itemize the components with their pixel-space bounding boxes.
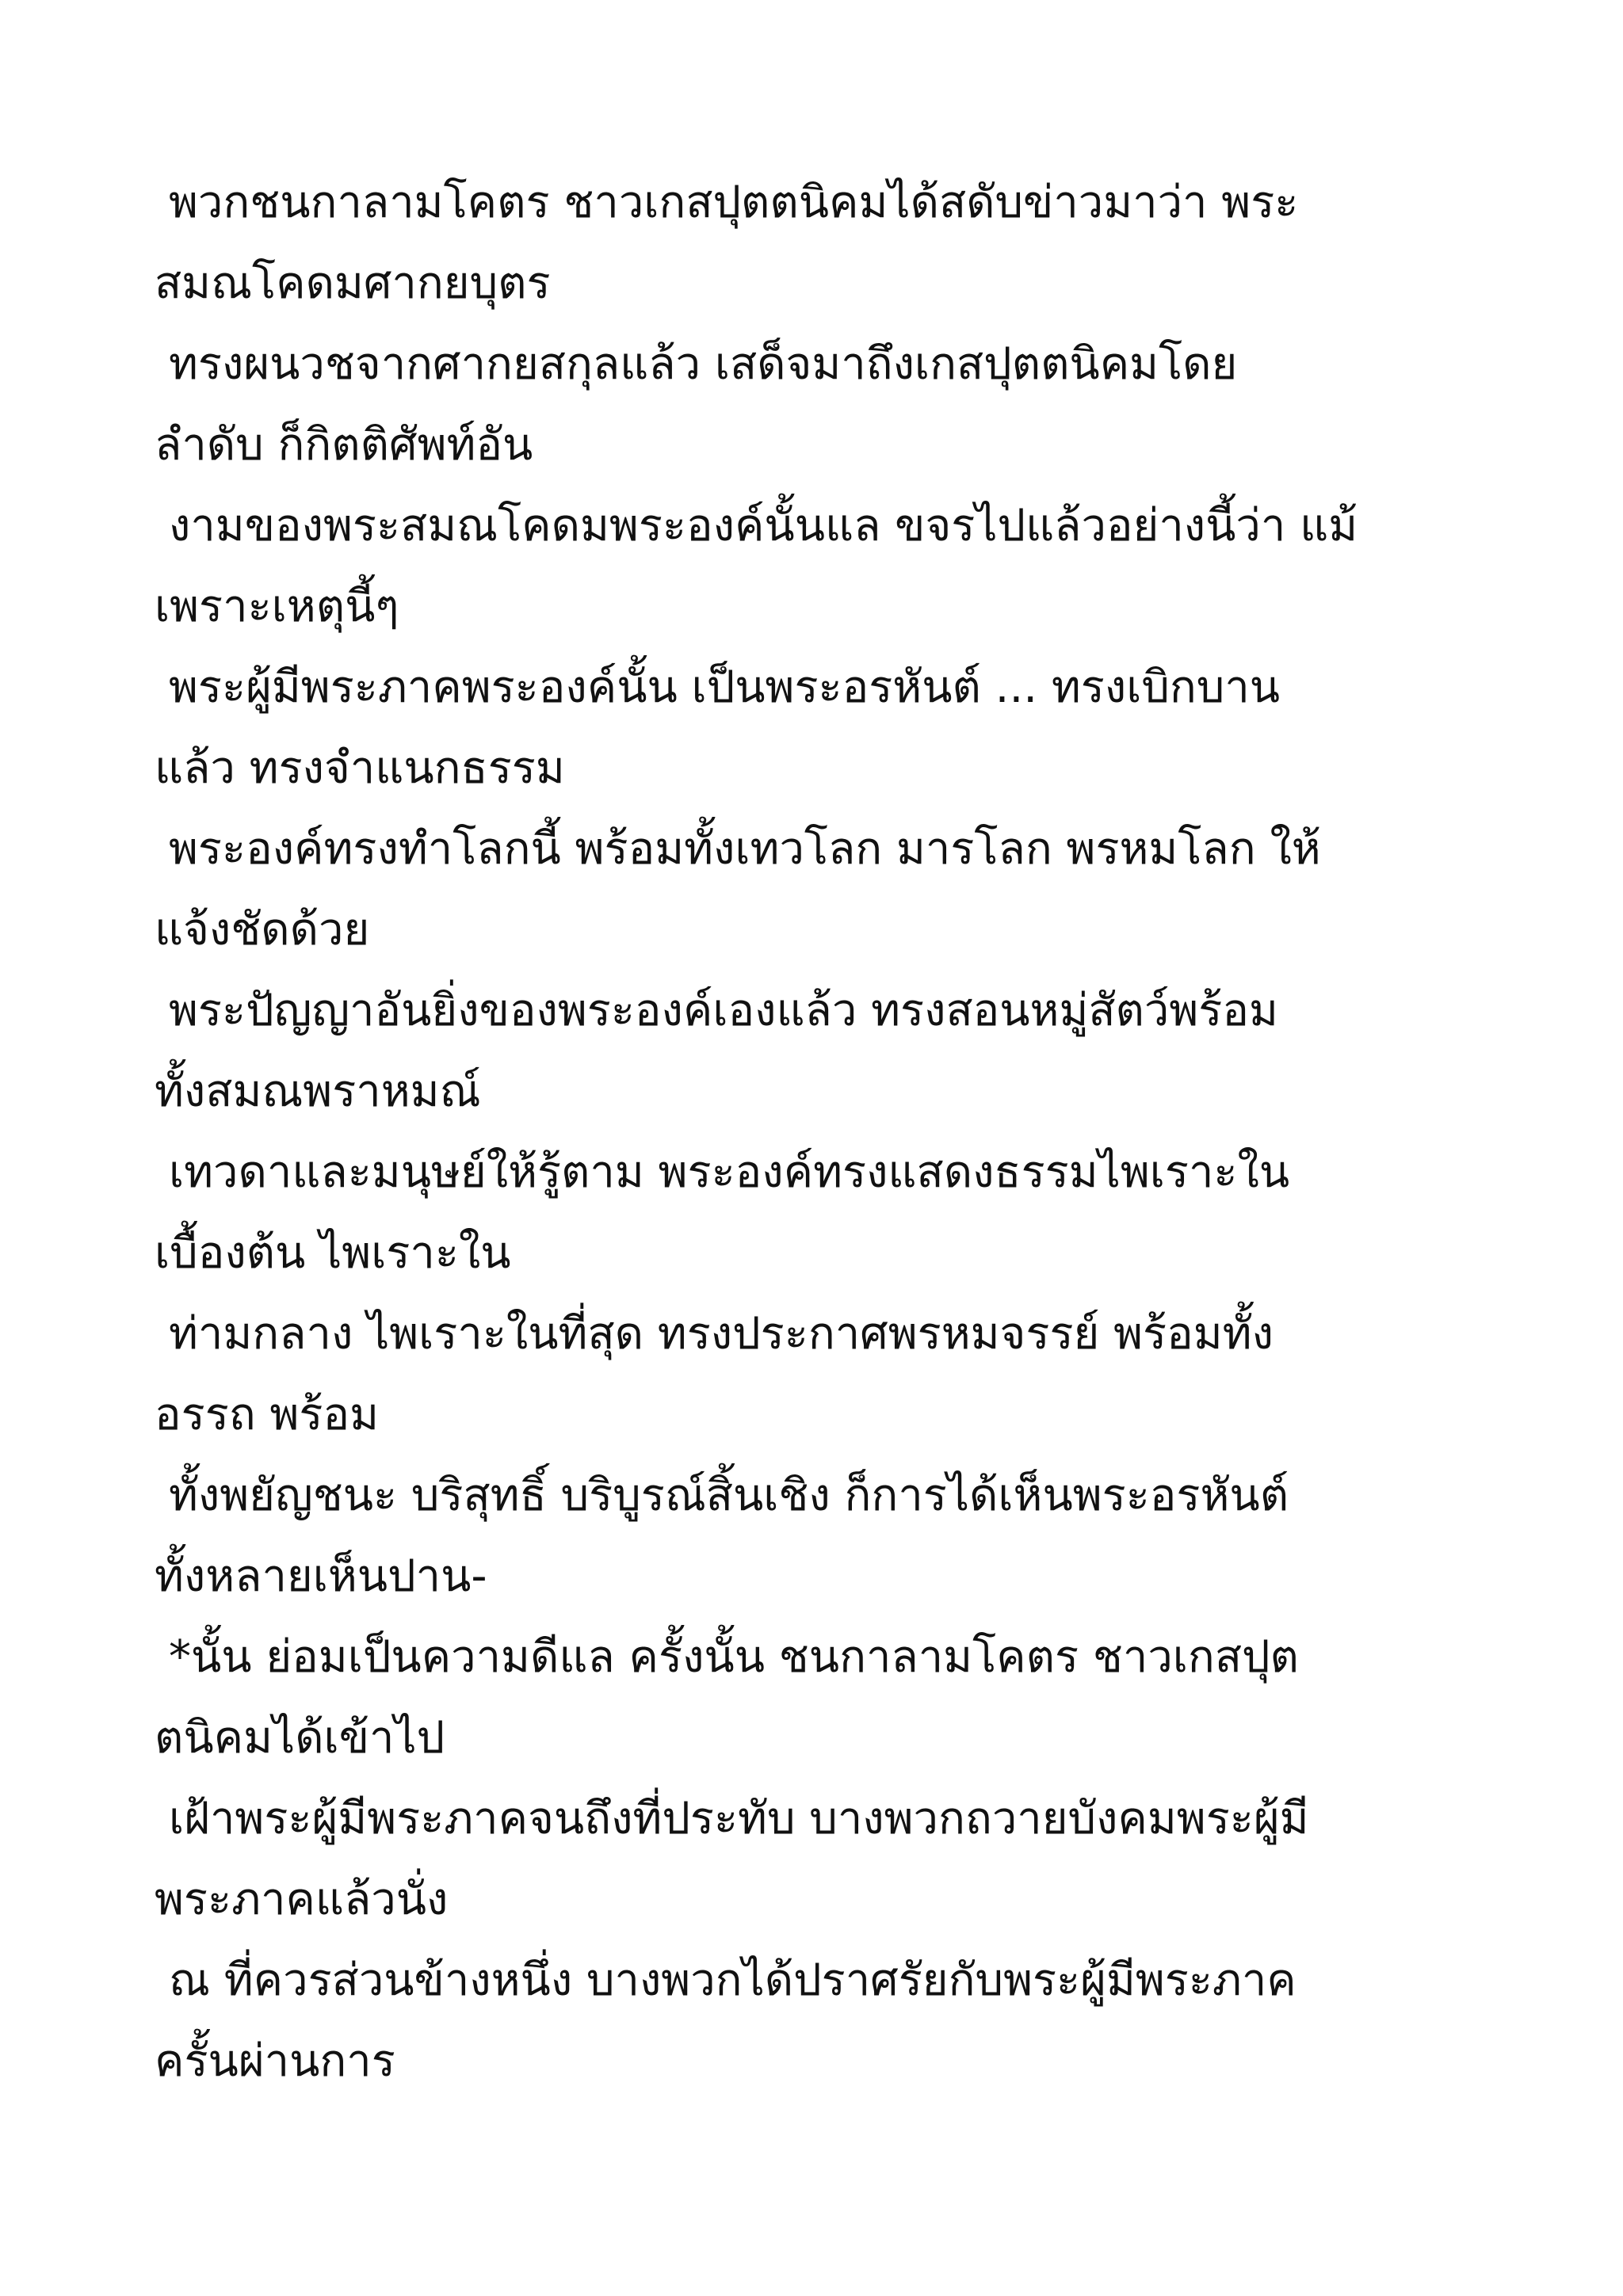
paragraph-line-continuation: ทั้งสมณพราหมณ์ [155, 1066, 481, 1117]
paragraph-line-continuation: อรรถ พร้อม [155, 1389, 380, 1440]
paragraph-line-continuation: ตนิคมได้เข้าไป [155, 1712, 445, 1764]
paragraph [155, 647, 1533, 809]
paragraph-line-continuation: ลำดับ ก็กิตติศัพท์อัน [155, 419, 533, 471]
paragraph-line: ทั้งพยัญชนะ บริสุทธิ์ บริบูรณ์สิ้นเชิง ก็การได้เห็นพระอรหันต์ [169, 1470, 1289, 1521]
paragraph-line-continuation: สมณโคดมศากยบุตร [155, 257, 551, 309]
paragraph-line-continuation: แล้ว ทรงจำแนกธรรม [155, 742, 565, 794]
paragraph-line-continuation: ทั้งหลายเห็นปาน- [155, 1550, 487, 1602]
paragraph-line-continuation: แจ้งชัดด้วย [155, 904, 370, 955]
paragraph-line-continuation: ครั้นผ่านการ [155, 2035, 395, 2087]
paragraph-line-continuation: เบื้องต้น ไพเราะใน [155, 1227, 511, 1279]
paragraph [155, 1294, 1533, 1455]
paragraph [155, 1455, 1533, 1617]
paragraph [155, 1940, 1533, 2102]
paragraph-line: พระองค์ทรงทำโลกนี้ พร้อมทั้งเทวโลก มารโลก พรหมโลก ให้ [169, 823, 1321, 875]
paragraph-line: เทวดาและมนุษย์ให้รู้ตาม พระองค์ทรงแสดงธรรมไพเราะใน [169, 1146, 1290, 1198]
paragraph [155, 1779, 1533, 1940]
paragraph [155, 971, 1533, 1132]
paragraph-line: พระผู้มีพระภาคพระองค์นั้น เป็นพระอรหันต์ ... ทรงเบิกบาน [169, 662, 1281, 713]
paragraph-line: พระปัญญาอันยิ่งของพระองค์เองแล้ว ทรงสอนหมู่สัตว์พร้อม [169, 985, 1278, 1036]
paragraph [155, 809, 1533, 971]
paragraph [155, 324, 1533, 486]
paragraph [155, 1132, 1533, 1294]
document-body [155, 162, 1533, 2102]
paragraph [155, 486, 1533, 647]
paragraph [155, 1617, 1533, 1779]
paragraph-line: พวกชนกาลามโคตร ชาวเกสปุตตนิคมได้สดับข่าวมาว่า พระ [169, 177, 1299, 228]
paragraph-line: ณ ที่ควรส่วนข้างหนึ่ง บางพวกได้ปราศรัยกับพระผู้มีพระภาค [169, 1955, 1296, 2006]
paragraph-line: งามของพระสมณโคดมพระองค์นั้นแล ขจรไปแล้วอย่างนี้ว่า แม้ [169, 500, 1358, 551]
paragraph [155, 162, 1533, 324]
paragraph-line: ทรงผนวชจากศากยสกุลแล้ว เสด็จมาถึงเกสปุตตนิคมโดย [169, 338, 1238, 390]
paragraph-line: เฝ้าพระผู้มีพระภาคจนถึงที่ประทับ บางพวกถวายบังคมพระผู้มี [169, 1793, 1309, 1844]
paragraph-line-continuation: เพราะเหตุนี้ๆ [155, 581, 399, 632]
paragraph-line-continuation: พระภาคแล้วนั่ง [155, 1874, 449, 1925]
paragraph-line: ท่ามกลาง ไพเราะในที่สุด ทรงประกาศพรหมจรรย์ พร้อมทั้ง [169, 1308, 1274, 1360]
paragraph-line: *นั้น ย่อมเป็นความดีแล ครั้งนั้น ชนกาลามโคตร ชาวเกสปุต [169, 1631, 1299, 1683]
